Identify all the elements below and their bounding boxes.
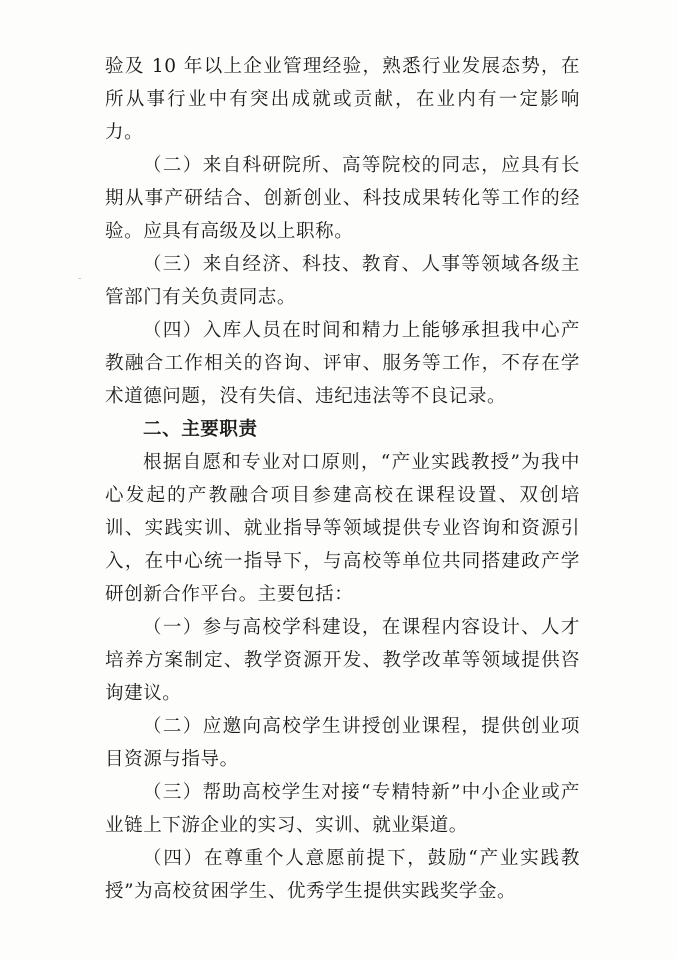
- paragraph-time-commitment: （四）入库人员在时间和精力上能够承担我中心产教融合工作相关的咨询、评审、服务等工作，不存在学术道德问题，没有失信、违纪违法等不良记录。: [105, 320, 580, 407]
- section-heading-main-duties: 二、主要职责: [143, 419, 258, 440]
- paragraph-duty-2: （二）应邀向高校学生讲授创业课程，提供创业项目资源与指导。: [105, 716, 580, 770]
- paragraph-qualification-continued: 验及 10 年以上企业管理经验，熟悉行业发展态势，在所从事行业中有突出成就或贡献，在业内有一定影响力。: [105, 56, 580, 143]
- paragraph-duty-3: （三）帮助高校学生对接“专精特新”中小企业或产业链上下游企业的实习、实训、就业渠道。: [105, 782, 580, 836]
- paragraph-government-departments: （三）来自经济、科技、教育、人事等领域各级主管部门有关负责同志。: [105, 254, 580, 308]
- paragraph-duty-1: （一）参与高校学科建设，在课程内容设计、人才培养方案制定、教学资源开发、教学改革等领域提供咨询建议。: [105, 617, 580, 704]
- paragraph-research-institutes: （二）来自科研院所、高等院校的同志，应具有长期从事产研结合、创新创业、科技成果转化等工作的经验。应具有高级及以上职称。: [105, 155, 580, 242]
- paragraph-duty-4: （四）在尊重个人意愿前提下，鼓励“产业实践教授”为高校贫困学生、优秀学生提供实践奖学金。: [105, 848, 580, 902]
- document-body: [105, 50, 580, 908]
- paragraph-duties-intro: 根据自愿和专业对口原则，“产业实践教授”为我中心发起的产教融合项目参建高校在课程设置、双创培训、实践实训、就业指导等领域提供专业咨询和资源引入，在中心统一指导下，与高校等单位共同搭建政产学研创新合作平台。主要包括：: [105, 452, 580, 605]
- scan-mark: [78, 278, 81, 279]
